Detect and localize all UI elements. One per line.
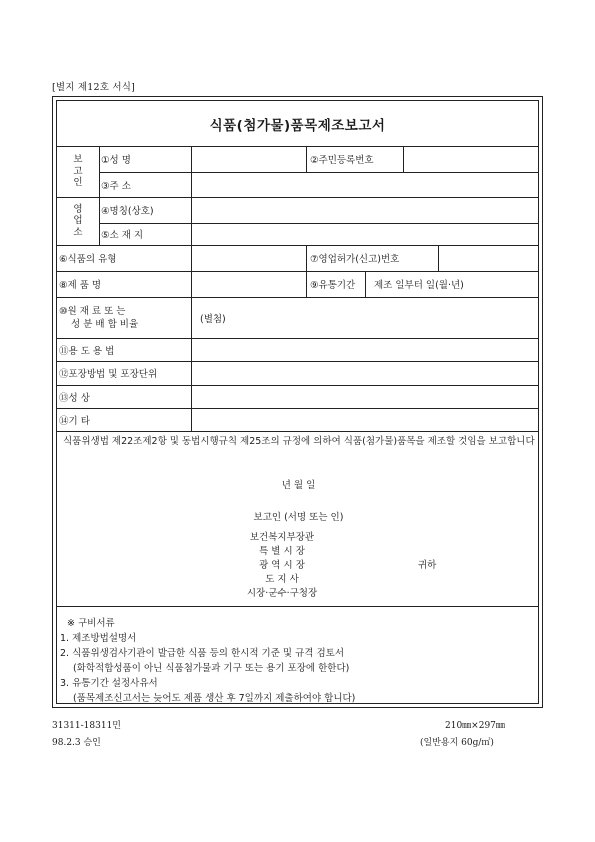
document-item-3-note: (품목제조신고서는 늦어도 제품 생산 후 7일까지 제출하여야 합니다) bbox=[73, 693, 356, 704]
reporter-group-label bbox=[57, 146, 99, 197]
shelf-life-value[interactable]: 제조 일부터 일(월·년) bbox=[374, 280, 464, 291]
paper-type: (일반용지 60g/㎡) bbox=[420, 738, 494, 748]
honorific: 귀하 bbox=[418, 560, 437, 571]
ingredients-label-line1: ⑩원 재 료 또 는 bbox=[59, 305, 126, 317]
recipient-1: 보건복지부장관 bbox=[249, 532, 315, 543]
name-field[interactable] bbox=[192, 146, 306, 172]
statement-text: 식품위생법 제22조제2항 및 동법시행규칙 제25조의 규정에 의하여 식품(첨가물)품목을 제조할 것임을 보고합니다 bbox=[63, 436, 535, 447]
product-name-label: ⑧제 품 명 bbox=[59, 280, 102, 291]
food-type-label: ⑥식품의 유형 bbox=[59, 254, 117, 265]
form-code: 31311-18311민 bbox=[52, 721, 121, 731]
ingredients-label-line2: 성 분 배 합 비율 bbox=[71, 318, 139, 330]
address-field[interactable] bbox=[192, 172, 540, 197]
document-item-3: 3. 유통기간 설정사유서 bbox=[60, 678, 158, 689]
document-item-2-note: (화학적합성품이 아닌 식품첨가물과 기구 또는 용기 포장에 한한다) bbox=[73, 663, 350, 674]
row-divider bbox=[57, 431, 538, 432]
business-group-char: 소 bbox=[73, 226, 83, 238]
ingredients-label bbox=[57, 297, 191, 338]
paper-size: 210㎜×297㎜ bbox=[445, 721, 505, 731]
name-label: ①성 명 bbox=[101, 155, 131, 166]
product-name-field[interactable] bbox=[192, 271, 306, 297]
usage-field[interactable] bbox=[192, 338, 540, 361]
row-divider bbox=[57, 606, 538, 607]
business-group-char: 영 bbox=[73, 203, 83, 215]
form-inner-frame bbox=[56, 100, 539, 704]
reporter-signature[interactable]: 보고인 (서명 또는 인) bbox=[253, 512, 344, 523]
business-group-label bbox=[57, 197, 99, 245]
business-group-char: 업 bbox=[73, 215, 83, 227]
reporter-group-char: 보 bbox=[73, 154, 83, 166]
other-label: ⑭기 타 bbox=[59, 415, 90, 427]
recipient-5: 시장·군수·구청장 bbox=[246, 588, 318, 599]
date-line: 년 월 일 bbox=[281, 480, 316, 491]
resident-no-field[interactable] bbox=[404, 146, 540, 172]
location-label: ⑤소 재 지 bbox=[101, 230, 144, 241]
license-no-label: ⑦영업허가(신고)번호 bbox=[310, 254, 400, 265]
recipient-2: 특 별 시 장 bbox=[259, 546, 305, 557]
packaging-label: ⑫포장방법 및 포장단위 bbox=[59, 369, 158, 380]
business-name-label: ④명칭(상호) bbox=[101, 206, 154, 217]
reporter-group-char: 인 bbox=[73, 177, 83, 189]
address-label: ③주 소 bbox=[101, 180, 131, 192]
ingredients-field[interactable]: (별첨) bbox=[200, 313, 226, 325]
report-form bbox=[52, 96, 543, 708]
document-item-1: 1. 제조방법설명서 bbox=[60, 633, 137, 644]
food-type-field[interactable] bbox=[192, 245, 306, 271]
shelf-life-label: ⑨유통기간 bbox=[310, 280, 356, 291]
license-no-field[interactable] bbox=[439, 245, 540, 271]
recipient-4: 도 지 사 bbox=[265, 574, 299, 585]
approval-date: 98.2.3 승인 bbox=[52, 738, 101, 748]
document-item-2: 2. 식품위생검사기관이 발급한 식품 등의 한시적 기준 및 규격 검토서 bbox=[60, 648, 345, 659]
properties-label: ⑬성 상 bbox=[59, 392, 90, 404]
other-field[interactable] bbox=[192, 408, 540, 431]
recipient-3: 광 역 시 장 bbox=[259, 560, 305, 571]
form-title: 식품(첨가물)품목제조보고서 bbox=[57, 101, 538, 147]
usage-label: ⑪용 도 용 법 bbox=[59, 345, 115, 357]
business-name-field[interactable] bbox=[192, 197, 540, 223]
reporter-group-char: 고 bbox=[73, 165, 83, 177]
packaging-field[interactable] bbox=[192, 361, 540, 385]
form-number: [별지 제12호 서식] bbox=[52, 82, 136, 93]
documents-title: ※ 구비서류 bbox=[67, 618, 115, 629]
resident-no-label: ②주민등록번호 bbox=[310, 155, 374, 166]
location-field[interactable] bbox=[192, 223, 540, 245]
properties-field[interactable] bbox=[192, 385, 540, 408]
